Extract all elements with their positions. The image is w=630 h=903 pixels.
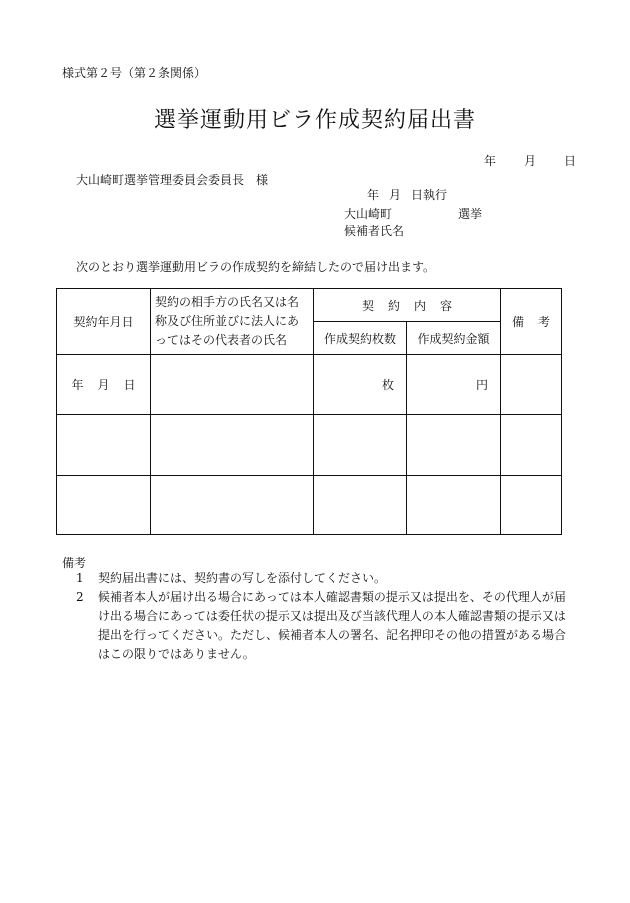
header-content-char: 内 xyxy=(414,298,427,313)
row-counterparty-cell[interactable] xyxy=(151,415,314,476)
row-amount-cell[interactable]: 円 xyxy=(407,355,501,415)
note-text: 候補者本人が届け出る場合にあっては本人確認書類の提示又は提出を、その代理人が届け出る場合にあっては委任状の提示又は提出及び当該代理人の本人確認書類の提示又は提出を行ってください。ただし、候補者本人の署名、記名押印その他の措置がある場合はこの限りではありません。 xyxy=(98,590,567,661)
row-date-cell[interactable] xyxy=(57,355,151,415)
date-day-unit: 日 xyxy=(123,378,136,392)
row-amount-cell[interactable] xyxy=(407,476,501,535)
header-remarks xyxy=(501,289,562,355)
note-number: 2 xyxy=(76,590,84,604)
header-content-char: 約 xyxy=(387,298,400,313)
row-date-cell[interactable] xyxy=(57,476,151,535)
header-sheet-count: 作成契約枚数 xyxy=(314,322,407,355)
exec-year: 年 xyxy=(367,188,380,202)
note-number: 1 xyxy=(76,571,84,585)
row-remarks-cell[interactable] xyxy=(501,355,562,415)
header-remarks-char: 考 xyxy=(538,315,551,329)
header-contract-content xyxy=(314,289,501,322)
note-item xyxy=(76,569,572,588)
table-row xyxy=(57,415,562,476)
row-count-cell[interactable]: 枚 xyxy=(314,355,407,415)
intro-text: 次のとおり選挙運動用ビラの作成契約を締結したので届け出ます。 xyxy=(76,260,436,274)
row-remarks-cell[interactable] xyxy=(501,476,562,535)
header-contract-amount: 作成契約金額 xyxy=(407,322,501,355)
election-date xyxy=(367,186,457,203)
row-counterparty-cell[interactable] xyxy=(151,476,314,535)
row-remarks-cell[interactable] xyxy=(501,415,562,476)
table-row xyxy=(57,476,562,535)
date-year-unit: 年 xyxy=(71,378,84,392)
exec-month: 月 xyxy=(389,188,402,202)
date-month: 月 xyxy=(524,154,537,168)
notes-title: 備考 xyxy=(62,556,87,570)
page-title: 選挙運動用ビラ作成契約届出書 xyxy=(153,108,476,133)
table-row xyxy=(57,355,562,415)
row-amount-cell[interactable] xyxy=(407,415,501,476)
row-count-cell[interactable] xyxy=(314,476,407,535)
header-content-char: 容 xyxy=(440,298,453,313)
note-item xyxy=(76,588,572,664)
form-number: 様式第２号（第２条関係） xyxy=(62,66,207,80)
header-counterparty: 契約の相手方の氏名又は名称及び住所並びに法人にあってはその代表者の氏名 xyxy=(151,289,314,355)
note-text: 契約届出書には、契約書の写しを添付してください。 xyxy=(98,571,387,585)
election-label: 選挙 xyxy=(458,207,483,221)
row-count-cell[interactable] xyxy=(314,415,407,476)
row-date-cell[interactable] xyxy=(57,415,151,476)
date-day: 日 xyxy=(564,154,577,168)
row-counterparty-cell[interactable] xyxy=(151,355,314,415)
header-remarks-char: 備 xyxy=(511,315,524,329)
contract-table xyxy=(56,288,562,535)
date-year: 年 xyxy=(484,154,497,168)
addressee: 大山崎町選挙管理委員会委員長 様 xyxy=(76,173,269,187)
submission-date xyxy=(484,152,576,169)
exec-day: 日執行 xyxy=(411,188,448,202)
candidate-name-label: 候補者氏名 xyxy=(344,224,405,238)
date-month-unit: 月 xyxy=(97,378,110,392)
header-contract-date: 契約年月日 xyxy=(57,289,151,355)
header-content-char: 契 xyxy=(361,298,374,313)
town-name: 大山崎町 xyxy=(344,207,393,221)
